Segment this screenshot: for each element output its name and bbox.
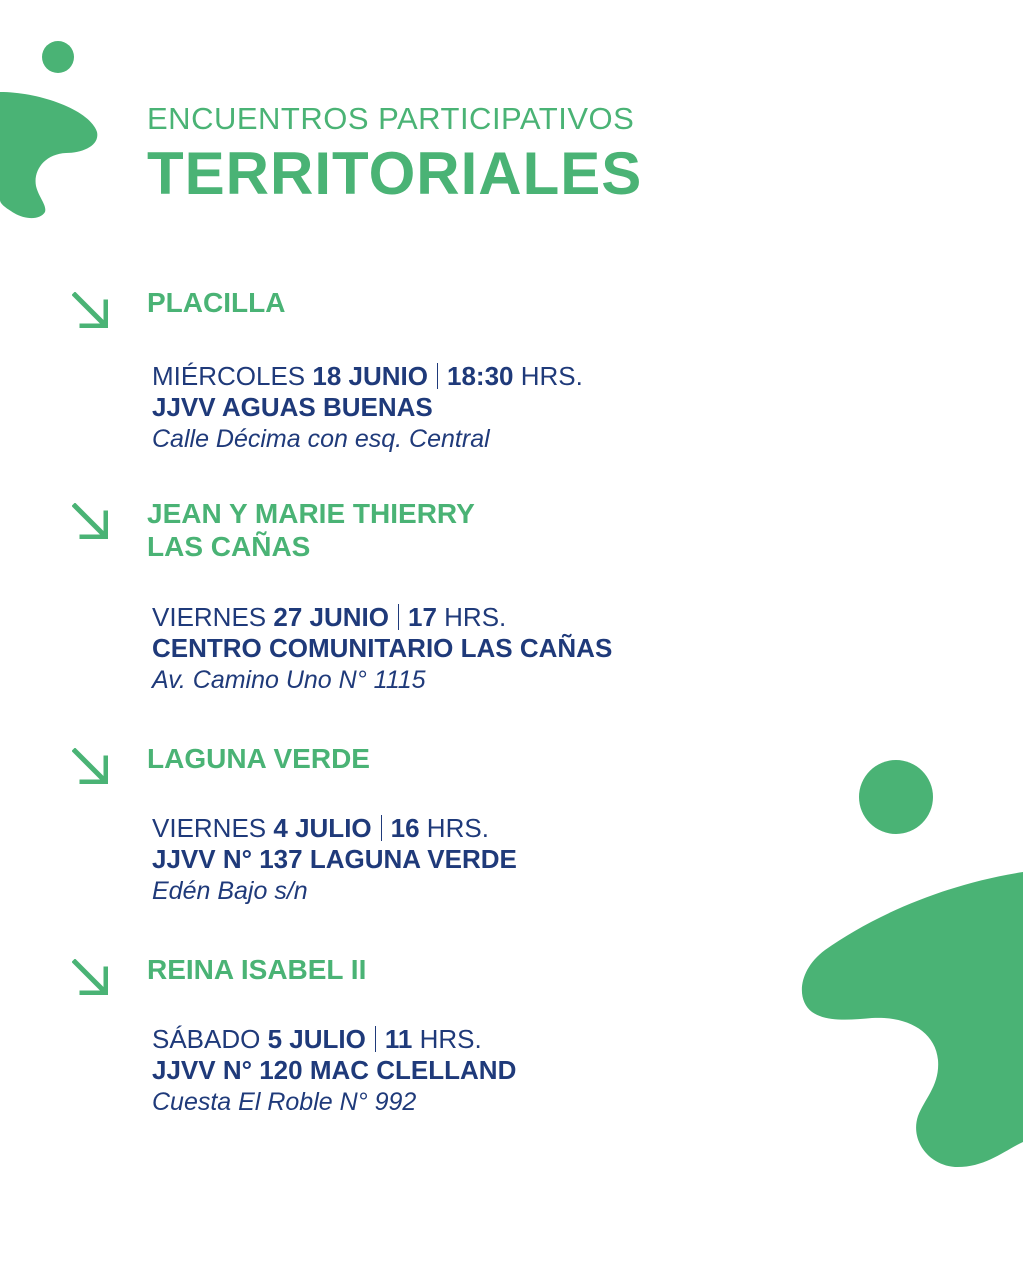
event-venue: JJVV N° 120 MAC CLELLAND [152,1055,517,1085]
event-hrs: HRS. [426,813,489,843]
event-day: VIERNES [152,813,267,843]
event-address: Calle Décima con esq. Central [152,425,490,453]
event-place [147,497,475,563]
event-time: 18:30 [447,361,514,391]
event-datetime [152,601,612,633]
event-datetime [152,1023,516,1055]
event-place-line1: JEAN Y MARIE THIERRY [147,498,475,529]
top-left-dot-shape [42,41,74,73]
event-date: 4 JULIO [273,813,372,843]
arrow-down-right-icon [72,292,108,328]
event-hrs: HRS. [520,361,583,391]
separator [375,1026,376,1052]
event-day: MIÉRCOLES [152,361,306,391]
event-place: REINA ISABEL II [147,954,367,985]
event-day: SÁBADO [152,1024,261,1054]
event-address: Av. Camino Uno N° 1115 [152,666,426,694]
header [147,100,642,206]
event-datetime [152,360,583,392]
bottom-right-dot-shape [859,760,933,834]
event-time: 11 [384,1024,413,1054]
event-date: 5 JULIO [267,1024,366,1054]
separator [398,604,399,630]
event-hrs: HRS. [444,602,507,632]
event-venue: CENTRO COMUNITARIO LAS CAÑAS [152,633,613,663]
event-date: 18 JUNIO [312,361,428,391]
event-address: Cuesta El Roble N° 992 [152,1088,417,1116]
event-place: LAGUNA VERDE [147,743,370,774]
event-time: 17 [408,602,437,632]
event-address: Edén Bajo s/n [152,877,308,905]
bottom-right-blob-shape [802,872,1023,1167]
event-venue: JJVV N° 137 LAGUNA VERDE [152,844,517,874]
event-venue: JJVV AGUAS BUENAS [152,392,433,422]
arrow-down-right-icon [72,959,108,995]
event-datetime [152,812,517,844]
event-date: 27 JUNIO [273,602,389,632]
event-details [152,601,612,696]
page-title: TERRITORIALES [147,140,643,207]
event-details [152,812,517,907]
event-time: 16 [390,813,420,843]
event-details [152,360,583,455]
event-place-line2: LAS CAÑAS [147,531,311,562]
event-details [152,1023,516,1118]
arrow-down-right-icon [72,503,108,539]
top-left-blob-shape [0,92,97,218]
page-subtitle: ENCUENTROS PARTICIPATIVOS [147,101,635,136]
event-day: VIERNES [152,602,267,632]
arrow-down-right-icon [72,748,108,784]
separator [437,363,438,389]
separator [381,815,382,841]
event-hrs: HRS. [419,1024,482,1054]
event-place: PLACILLA [147,287,286,318]
